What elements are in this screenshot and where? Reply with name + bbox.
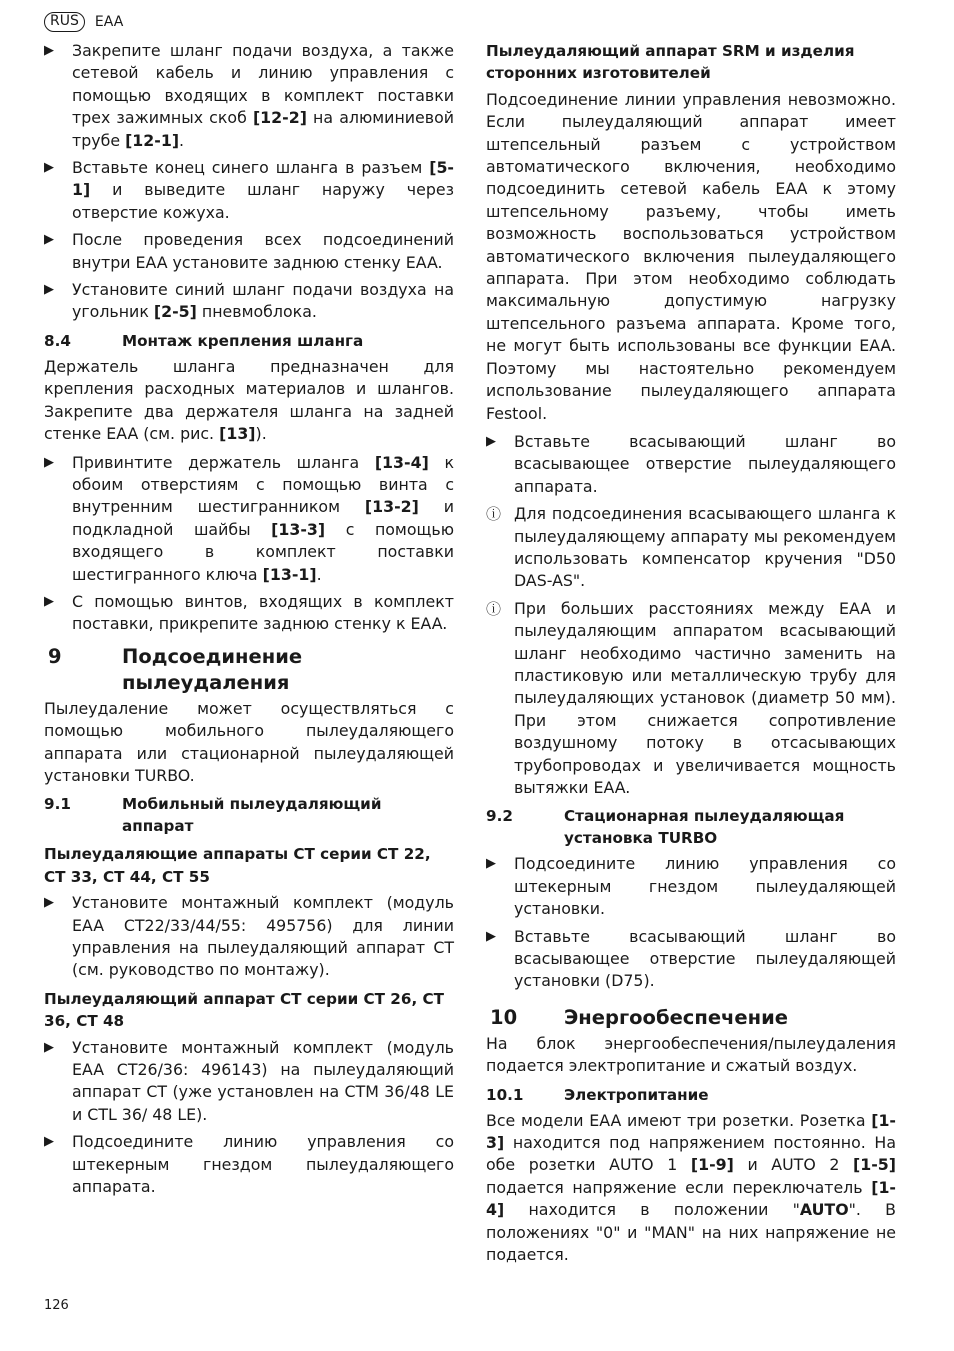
page-header (44, 12, 123, 32)
section-heading-8-4: 8.4 Монтаж крепления шланга (44, 331, 364, 350)
info-icon: ⓘ (486, 599, 502, 618)
list-item: ▶ Вставьте всасывающий шланг во всасывающее отверстие пылеудаляющего аппарата. (486, 431, 896, 496)
info-icon: ⓘ (486, 505, 502, 524)
bullet-triangle-icon: ▶ (44, 454, 54, 470)
right-column (486, 40, 896, 1273)
bullet-triangle-icon: ▶ (44, 1134, 54, 1150)
subsection-heading: Пылеудаляющие аппараты CT серии CT 22, CT 33, CT 44, CT 55 (44, 845, 431, 886)
subsection-heading: Пылеудаляющий аппарат SRM и изделия сторонних изготовителей (486, 42, 855, 83)
bullet-triangle-icon: ▶ (44, 43, 54, 58)
bullet-triangle-icon: ▶ (44, 282, 54, 298)
list-item: ▶ Вставьте конец синего шланга в разъем [5-1] и выведите шланг наружу через отверстие кожуха. (44, 158, 454, 222)
page-number: 126 (44, 1298, 69, 1313)
header-title: EAA (94, 14, 124, 30)
bullet-triangle-icon: ▶ (486, 856, 496, 872)
subsection-heading: Пылеудаляющий аппарат CT серии CT 26, CT 36, CT 48 (44, 989, 445, 1031)
bullet-triangle-icon: ▶ (44, 593, 54, 609)
section-heading-10: 10 Энергообеспечение (490, 1005, 789, 1029)
paragraph: Пылеудаление может осуществляться с помощью мобильного пылеудаляющего аппарата или стационарной пылеудаляющей установки TURBO. (44, 698, 454, 785)
list-item: ▶ Привинтите держатель шланга [13-4] к обоим отверстиям с помощью винта с внутренним шестигранником [13-2] и подкладной шайбы [13-3] с помощью входящего в комплект поставки шестигранного ключа [13-1]. (44, 452, 455, 584)
list-item: ▶ С помощью винтов, входящих в комплект поставки, прикрепите заднюю стенку к EAA. (44, 591, 454, 634)
bullet-triangle-icon: ▶ (486, 928, 496, 944)
section-heading-9-2: 9.2 Стационарная пылеудаляющая установка TURBO (486, 807, 845, 848)
list-item: ▶ Вставьте всасывающий шланг во всасывающее отверстие пылеудаляющей установки (D75). (486, 926, 896, 991)
list-item: ▶ Установите синий шланг подачи воздуха на угольник [2-5] пневмоблока. (44, 280, 454, 322)
paragraph: Все модели EAA имеют три розетки. Розетка [1-3] находится под напряжением постоянно. На обе розетки AUTO 1 [1-9] и AUTO 2 [1-5] подается напряжение если переключатель [1-4] находится в положении "AUTO". В положениях "0" и "MAN" на них напряжение не подается. (486, 1110, 896, 1265)
paragraph: Держатель шланга предназначен для крепления расходных материалов и шлангов. Закрепите два держателя шланга на задней стенке EAA (см. рис. [13]). (44, 356, 454, 444)
section-heading-10-1: 10.1 Электропитание (486, 1085, 709, 1104)
section-heading-9-1: 9.1 Мобильный пылеудаляющий аппарат (44, 795, 382, 836)
bullet-triangle-icon: ▶ (44, 895, 54, 911)
list-item: ▶ Подсоедините линию управления со штекерным гнездом пылеудаляющего аппарата. (44, 1132, 454, 1197)
list-item: ▶ После проведения всех подсоединений внутри EAA установите заднюю стенку EAA. (44, 230, 454, 272)
list-item: ▶ Установите монтажный комплект (модуль EAA CT22/33/44/55: 495756) для линии управления на пылеудаляющий аппарат CT (см. руководство по монтажу). (44, 893, 454, 980)
list-item: ▶ Подсоедините линию управления со штекерным гнездом пылеудаляющей установки. (486, 854, 896, 919)
list-item: ▶ Установите монтажный комплект (модуль EAA CT26/36: 496143) на пылеудаляющий аппарат CT (уже установлен на CTM 36/48 LE и CTL 36/ 48 LE). (44, 1037, 454, 1124)
left-column (44, 40, 454, 1203)
list-item: ▶ Закрепите шланг подачи воздуха, а также сетевой кабель и линию управления с помощью входящих в комплект поставки трех зажимных скоб [12-2] на алюминиевой трубе [12-1]. (44, 41, 455, 150)
paragraph: На блок энергообеспечения/пылеудаления подается электропитание и сжатый воздух. (486, 1033, 896, 1076)
bullet-triangle-icon: ▶ (44, 160, 54, 176)
bullet-triangle-icon: ▶ (486, 433, 496, 449)
bullet-triangle-icon: ▶ (44, 232, 54, 248)
info-note: ⓘ Для подсоединения всасывающего шланга к пылеудаляющему аппарату мы рекомендуем использовать компенсатор кручения "D50 DAS-AS". (486, 504, 896, 591)
info-note: ⓘ При больших расстояниях между EAA и пылеудаляющим аппаратом всасывающий шланг необходимо частично заменить на пластиковую или металлическую трубу для пылеудаляющих установок (диаметр 50 мм). При этом снижается сопротивление воздушному потоку в отсасывающих трубопроводах и увеличивается мощность вытяжки EAA. (486, 598, 896, 797)
language-badge: RUS (44, 12, 85, 32)
section-heading-9: 9 Подсоединение пылеудаления (48, 644, 303, 694)
paragraph: Подсоединение линии управления невозможно. Если пылеудаляющий аппарат имеет штепсельный разъем с устройством автоматического включения, необходимо подсоединить сетевой кабель EAA к этому штепсельному разъему, чтобы иметь возможность воспользоваться устройством автоматического включения пылеудаляющего аппарата. При этом необходимо соблюдать максимальную допустимую нагрузку штепсельного разъема аппарата. Кроме того, не могут быть использованы все функции EAA. Поэтому мы настоятельно рекомендуем использование пылеудаляющего аппарата Festool. (486, 89, 896, 423)
bullet-triangle-icon: ▶ (44, 1039, 54, 1055)
